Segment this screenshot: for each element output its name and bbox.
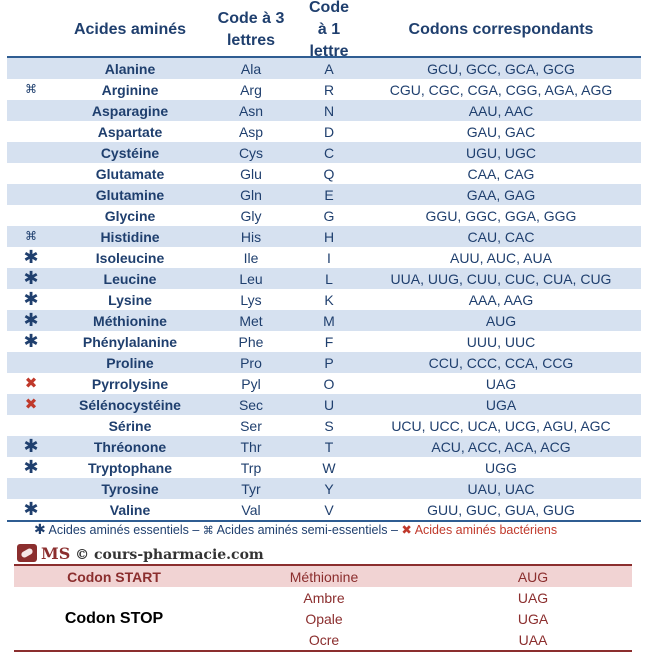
- codons: UAU, UAC: [467, 480, 535, 497]
- table-row: [7, 499, 641, 520]
- stop-row: [214, 587, 632, 608]
- table-row: [7, 457, 641, 478]
- essential-icon: ✱: [23, 247, 39, 267]
- semi-essential-icon: ⌘: [202, 525, 214, 537]
- code-1-letter: T: [324, 438, 334, 455]
- codons: GCU, GCC, GCA, GCG: [427, 60, 575, 77]
- stop-block: [14, 587, 632, 650]
- start-stop-table: [14, 564, 632, 652]
- code-3-letters: Asn: [238, 102, 264, 119]
- table-row: [7, 163, 641, 184]
- amino-acid-name: Méthionine: [93, 312, 167, 329]
- codons: GGU, GGC, GGA, GGG: [425, 207, 577, 224]
- code-3-letters: Gly: [240, 207, 262, 224]
- amino-acid-name: Glutamine: [95, 186, 165, 203]
- codon-table-bottom-border: [14, 650, 632, 652]
- stop-name: Opale: [305, 610, 343, 627]
- table-row: [7, 100, 641, 121]
- pill-icon: [17, 544, 37, 562]
- row-mark: [7, 268, 55, 289]
- row-mark: [7, 436, 55, 457]
- code-1-letter: Q: [323, 165, 335, 182]
- amino-acid-name: Pyrrolysine: [91, 375, 169, 392]
- essential-icon: ✱: [23, 499, 39, 519]
- codons: UUU, UUC: [466, 333, 536, 350]
- table-row: [7, 205, 641, 226]
- row-mark: [7, 289, 55, 310]
- table-row: [7, 436, 641, 457]
- code-3-letters: Trp: [240, 459, 262, 476]
- codons: CCU, CCC, CCA, CCG: [428, 354, 574, 371]
- table-row: [7, 310, 641, 331]
- logo-site: © cours-pharmacie.com: [75, 546, 264, 563]
- code-3-letters: Cys: [238, 144, 264, 161]
- code-1-letter: C: [323, 144, 335, 161]
- code-1-letter: P: [324, 354, 334, 371]
- code-1-letter: W: [322, 459, 336, 476]
- amino-acid-name: Sélénocystéine: [79, 396, 181, 413]
- stop-codon: UGA: [517, 610, 549, 627]
- code-3-letters: Leu: [239, 270, 263, 287]
- code-1-letter: E: [324, 186, 334, 203]
- codons: UGG: [485, 459, 517, 476]
- code-3-letters: Sec: [238, 396, 264, 413]
- row-mark: [7, 226, 55, 247]
- code-1-letter: H: [323, 228, 335, 245]
- code-1-letter: L: [325, 270, 333, 287]
- codons: AAA, AAG: [468, 291, 534, 308]
- start-codon: AUG: [517, 568, 549, 585]
- code-1-letter: O: [323, 375, 335, 392]
- table-row: [7, 268, 641, 289]
- amino-acid-name: Proline: [106, 354, 154, 371]
- amino-acid-name: Histidine: [100, 228, 160, 245]
- row-mark: [7, 457, 55, 478]
- code-1-letter: I: [327, 249, 331, 266]
- essential-icon: ✱: [34, 521, 46, 537]
- amino-acid-name: Glycine: [104, 207, 156, 224]
- essential-icon: ✱: [23, 289, 39, 309]
- table-row: [7, 478, 641, 499]
- code-3-letters: Pyl: [241, 375, 261, 392]
- codons: UUA, UUG, CUU, CUC, CUA, CUG: [390, 270, 612, 287]
- code-1-letter: F: [324, 333, 334, 350]
- table-row: [7, 352, 641, 373]
- codons: UCU, UCC, UCA, UCG, AGU, AGC: [391, 417, 611, 434]
- codons: UGA: [485, 396, 517, 413]
- row-mark: [7, 394, 55, 415]
- table-header: [7, 0, 641, 60]
- essential-icon: ✱: [23, 457, 39, 477]
- row-mark: [7, 247, 55, 268]
- header-code-1: Code à 1 lettre: [309, 0, 349, 60]
- legend-essential: Acides aminés essentiels –: [48, 523, 200, 537]
- table-row: [7, 289, 641, 310]
- code-1-letter: V: [324, 501, 334, 518]
- bacterial-icon: ✖: [24, 396, 38, 413]
- stop-row: [214, 608, 632, 629]
- codons: AUG: [485, 312, 517, 329]
- semi-essential-icon: ⌘: [25, 229, 37, 243]
- code-1-letter: M: [323, 312, 335, 329]
- code-3-letters: Tyr: [241, 480, 261, 497]
- table-row: [7, 331, 641, 352]
- code-3-letters: Pro: [240, 354, 262, 371]
- legend: [34, 521, 557, 538]
- code-1-letter: Y: [324, 480, 334, 497]
- code-3-letters: Glu: [240, 165, 262, 182]
- stop-label: Codon STOP: [64, 609, 164, 627]
- code-3-letters: Thr: [240, 438, 262, 455]
- row-mark: [7, 310, 55, 331]
- table-row: [7, 247, 641, 268]
- code-3-letters: Arg: [240, 81, 262, 98]
- amino-acid-name: Aspartate: [97, 123, 163, 140]
- code-3-letters: Phe: [238, 333, 264, 350]
- table-row: [7, 373, 641, 394]
- site-logo: [17, 543, 264, 563]
- code-1-letter: A: [324, 60, 334, 77]
- start-label: Codon START: [67, 568, 161, 585]
- table-row: [7, 394, 641, 415]
- codons: UAG: [485, 375, 517, 392]
- stop-name: Ambre: [303, 589, 345, 606]
- legend-semi: Acides aminés semi-essentiels –: [216, 523, 398, 537]
- code-1-letter: K: [324, 291, 334, 308]
- semi-essential-icon: ⌘: [25, 82, 37, 96]
- table-row: [7, 142, 641, 163]
- code-3-letters: Lys: [240, 291, 262, 308]
- essential-icon: ✱: [23, 331, 39, 351]
- bacterial-icon: ✖: [24, 375, 38, 392]
- amino-acid-name: Tryptophane: [87, 459, 172, 476]
- table-row: [7, 58, 641, 79]
- amino-acid-name: Phénylalanine: [82, 333, 178, 350]
- table-body: [7, 58, 641, 520]
- codons: AUU, AUC, AUA: [450, 249, 552, 266]
- code-3-letters: Met: [239, 312, 263, 329]
- essential-icon: ✱: [23, 310, 39, 330]
- amino-acid-name: Cystéine: [100, 144, 160, 161]
- code-3-letters: Val: [241, 501, 261, 518]
- codons: GUU, GUC, GUA, GUG: [427, 501, 575, 518]
- start-row: [14, 566, 632, 587]
- amino-acid-name: Valine: [109, 501, 151, 518]
- codons: CGU, CGC, CGA, CGG, AGA, AGG: [389, 81, 613, 98]
- code-3-letters: Ser: [240, 417, 262, 434]
- amino-acid-table: [7, 0, 641, 522]
- codons: AAU, AAC: [468, 102, 534, 119]
- code-1-letter: R: [323, 81, 335, 98]
- table-row: [7, 121, 641, 142]
- table-row: [7, 415, 641, 436]
- amino-acid-name: Sérine: [108, 417, 152, 434]
- amino-acid-name: Lysine: [108, 291, 152, 308]
- table-row: [7, 184, 641, 205]
- code-1-letter: G: [323, 207, 335, 224]
- table-row: [7, 79, 641, 100]
- codons: CAA, CAG: [467, 165, 535, 182]
- code-1-letter: U: [323, 396, 335, 413]
- header-amino-acids: Acides aminés: [73, 21, 187, 38]
- row-mark: [7, 331, 55, 352]
- codons: ACU, ACC, ACA, ACG: [431, 438, 571, 455]
- codons: CAU, CAC: [467, 228, 535, 245]
- codons: GAU, GAC: [466, 123, 536, 140]
- stop-codon: UAG: [517, 589, 549, 606]
- legend-bacterial: Acides aminés bactériens: [414, 523, 558, 537]
- amino-acid-name: Thréonone: [93, 438, 167, 455]
- row-mark: [7, 373, 55, 394]
- code-3-letters: His: [240, 228, 262, 245]
- code-3-letters: Asp: [238, 123, 264, 140]
- row-mark: [7, 499, 55, 520]
- stop-row: [214, 629, 632, 650]
- bacterial-icon: ✖: [401, 523, 412, 537]
- stop-name: Ocre: [308, 631, 340, 648]
- header-codons: Codons correspondants: [408, 21, 594, 38]
- code-3-letters: Ala: [240, 60, 262, 77]
- code-1-letter: D: [323, 123, 335, 140]
- stop-codon: UAA: [518, 631, 548, 648]
- amino-acid-name: Arginine: [101, 81, 159, 98]
- amino-acid-name: Leucine: [103, 270, 157, 287]
- code-3-letters: Gln: [240, 186, 262, 203]
- essential-icon: ✱: [23, 436, 39, 456]
- code-1-letter: N: [323, 102, 335, 119]
- table-row: [7, 226, 641, 247]
- amino-acid-name: Isoleucine: [95, 249, 165, 266]
- essential-icon: ✱: [23, 268, 39, 288]
- start-name: Méthionine: [289, 568, 359, 585]
- amino-acid-name: Glutamate: [95, 165, 165, 182]
- row-mark: [7, 79, 55, 100]
- amino-acid-name: Asparagine: [91, 102, 169, 119]
- header-code-3: Code à 3 lettres: [217, 10, 285, 49]
- code-3-letters: Ile: [243, 249, 259, 266]
- codons: GAA, GAG: [466, 186, 536, 203]
- codons: UGU, UGC: [466, 144, 536, 161]
- amino-acid-name: Tyrosine: [101, 480, 159, 497]
- code-1-letter: S: [324, 417, 334, 434]
- amino-acid-name: Alanine: [104, 60, 156, 77]
- logo-ms: MS: [41, 543, 71, 563]
